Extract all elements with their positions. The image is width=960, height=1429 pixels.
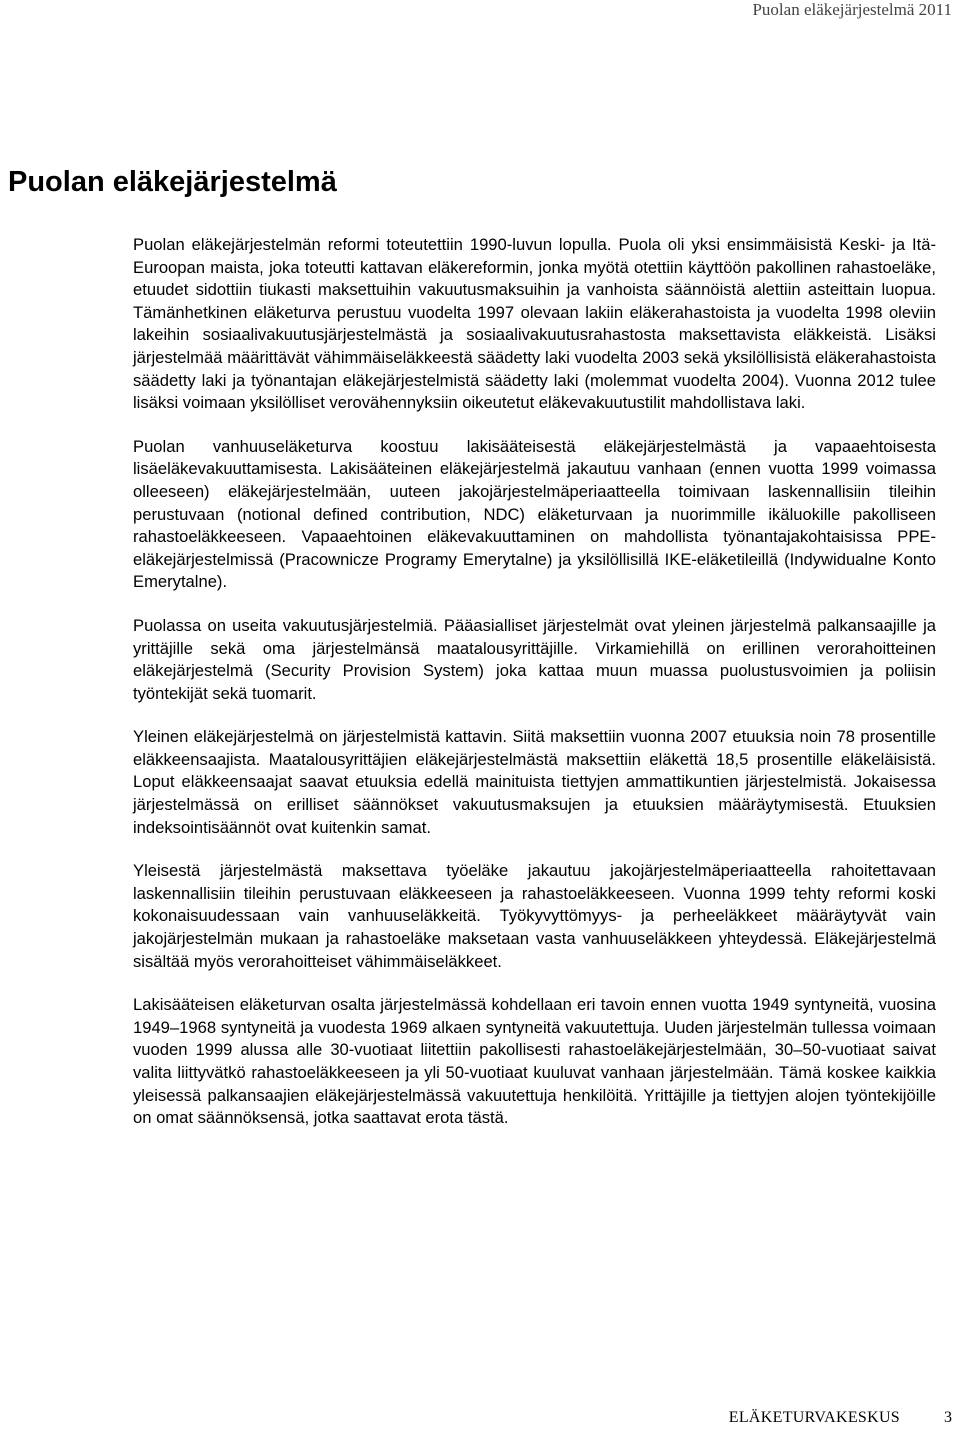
running-header: Puolan eläkejärjestelmä 2011 — [752, 0, 952, 19]
page-number: 3 — [944, 1409, 952, 1426]
page-footer — [729, 1409, 952, 1427]
footer-organization: ELÄKETURVAKESKUS — [728, 1409, 900, 1426]
paragraph-structure: Puolan vanhuuseläketurva koostuu lakisääteisestä eläkejärjestelmästä ja vapaaehtoisesta lisäeläkevakuuttamisesta. Lakisääteinen eläkejärjestelmä jakautuu vanhaan (ennen vuotta 1999 voimassa olleeseen) eläkejärjestelmään, uuteen jakojärjestelmäperiaatteella toimivaan laskennallisiin tileihin perustuvaan (notional defined contribution, NDC) eläketurvaan ja nuorimmille ikäluokille pakolliseen rahastoeläkkeeseen. Vapaaehtoinen eläkevakuuttaminen on mahdollista työnantajakohtaisissa PPE-eläkejärjestelmissä (Pracownicze Programy Emerytalne) ja yksilöllisillä IKE-eläketileillä (Indywidualne Konto Emerytalne). — [133, 436, 936, 592]
page-title: Puolan eläkejärjestelmä — [8, 166, 337, 198]
paragraph-general-system: Yleinen eläkejärjestelmä on järjestelmistä kattavin. Siitä maksettiin vuonna 2007 etuuksia noin 78 prosentille eläkkeensaajista. Maatalousyrittäjien eläkejärjestelmästä maksettiin eläkettä 18,5 prosentille eläkeläisistä. Loput eläkkeensaajat saavat etuuksia edellä mainituista tiettyjen ammattikuntien järjestelmistä. Jokaisessa järjestelmässä on erilliset säännökset vakuutusmaksujen ja etuuksien määräytymisestä. Etuuksien indeksointisäännöt ovat kuitenkin samat. — [133, 727, 936, 837]
paragraph-insurance-systems: Puolassa on useita vakuutusjärjestelmiä. Pääasialliset järjestelmät ovat yleinen järjestelmä palkansaajille ja yrittäjille sekä oma järjestelmänsä maatalousyrittäjille. Virkamiehillä on erillinen verorahoitteinen eläkejärjestelmä (Security Provision System) joka kattaa muun muassa puolustusvoimien ja poliisin työntekijät sekä tuomarit. — [133, 615, 936, 703]
paragraph-birth-cohorts: Lakisääteisen eläketurvan osalta järjestelmässä kohdellaan eri tavoin ennen vuotta 1949 syntyneitä, vuosina 1949–1968 syntyneitä ja vuodesta 1969 alkaen syntyneitä vakuutettuja. Uuden järjestelmän tullessa voimaan vuoden 1999 alussa alle 30-vuotiaat liitettiin pakollisesti rahastoeläkejärjestelmään, 30–50-vuotiaat saivat valita liittyvätkö rahastoeläkkeeseen ja yli 50-vuotiaat kuuluvat vanhaan järjestelmään. Tämä koskee kaikkia yleisessä palkansaajien eläkejärjestelmässä vakuutettuja henkilöitä. Yrittäjille ja tiettyjen alojen työntekijöille on omat säännöksensä, jotka saattavat erota tästä. — [133, 995, 936, 1128]
paragraph-reform: Puolan eläkejärjestelmän reformi toteutettiin 1990-luvun lopulla. Puola oli yksi ensimmäisistä Keski- ja Itä-Euroopan maista, joka toteutti kattavan eläkereformin, jonka myötä otettiin käyttöön pakollinen rahastoeläke, etuudet sidottiin tiukasti maksettuihin vakuutusmaksuihin ja vanhoista säännöistä alettiin asteittain luopua. Tämänhetkinen eläketurva perustuu vuodelta 1997 olevaan lakiin eläkerahastoista ja vuodelta 1998 oleviin lakeihin sosiaalivakuutusjärjestelmästä ja sosiaalivakuutusrahastosta maksettavista eläkkeistä. Lisäksi järjestelmää määrittävät vähimmäiseläkkeestä säädetty laki vuodelta 2003 sekä yksilöllisistä eläkerahastoista säädetty laki ja työnantajan eläkejärjestelmistä säädetty laki (molemmat vuodelta 2004). Vuonna 2012 tulee lisäksi voimaan yksilölliset verovähennyksiin oikeutetut eläkevakuutustilit mahdollistava laki. — [133, 235, 936, 413]
paragraph-earnings-related-pension: Yleisestä järjestelmästä maksettava työeläke jakautuu jakojärjestelmäperiaatteella rahoitettavaan laskennallisiin tileihin perustuvaan eläkkeeseen ja rahastoeläkkeeseen. Vuonna 1999 tehty reformi koski kokonaisuudessaan vain vanhuuseläkkeitä. Työkyvyttömyys- ja perheeläkkeet määräytyvät vain jakojärjestelmän mukaan ja rahastoeläke maksetaan vasta vanhuuseläkkeen yhteydessä. Eläkejärjestelmä sisältää myös verorahoitteiset vähimmäiseläkkeet. — [133, 861, 936, 971]
body-text — [133, 234, 936, 1151]
